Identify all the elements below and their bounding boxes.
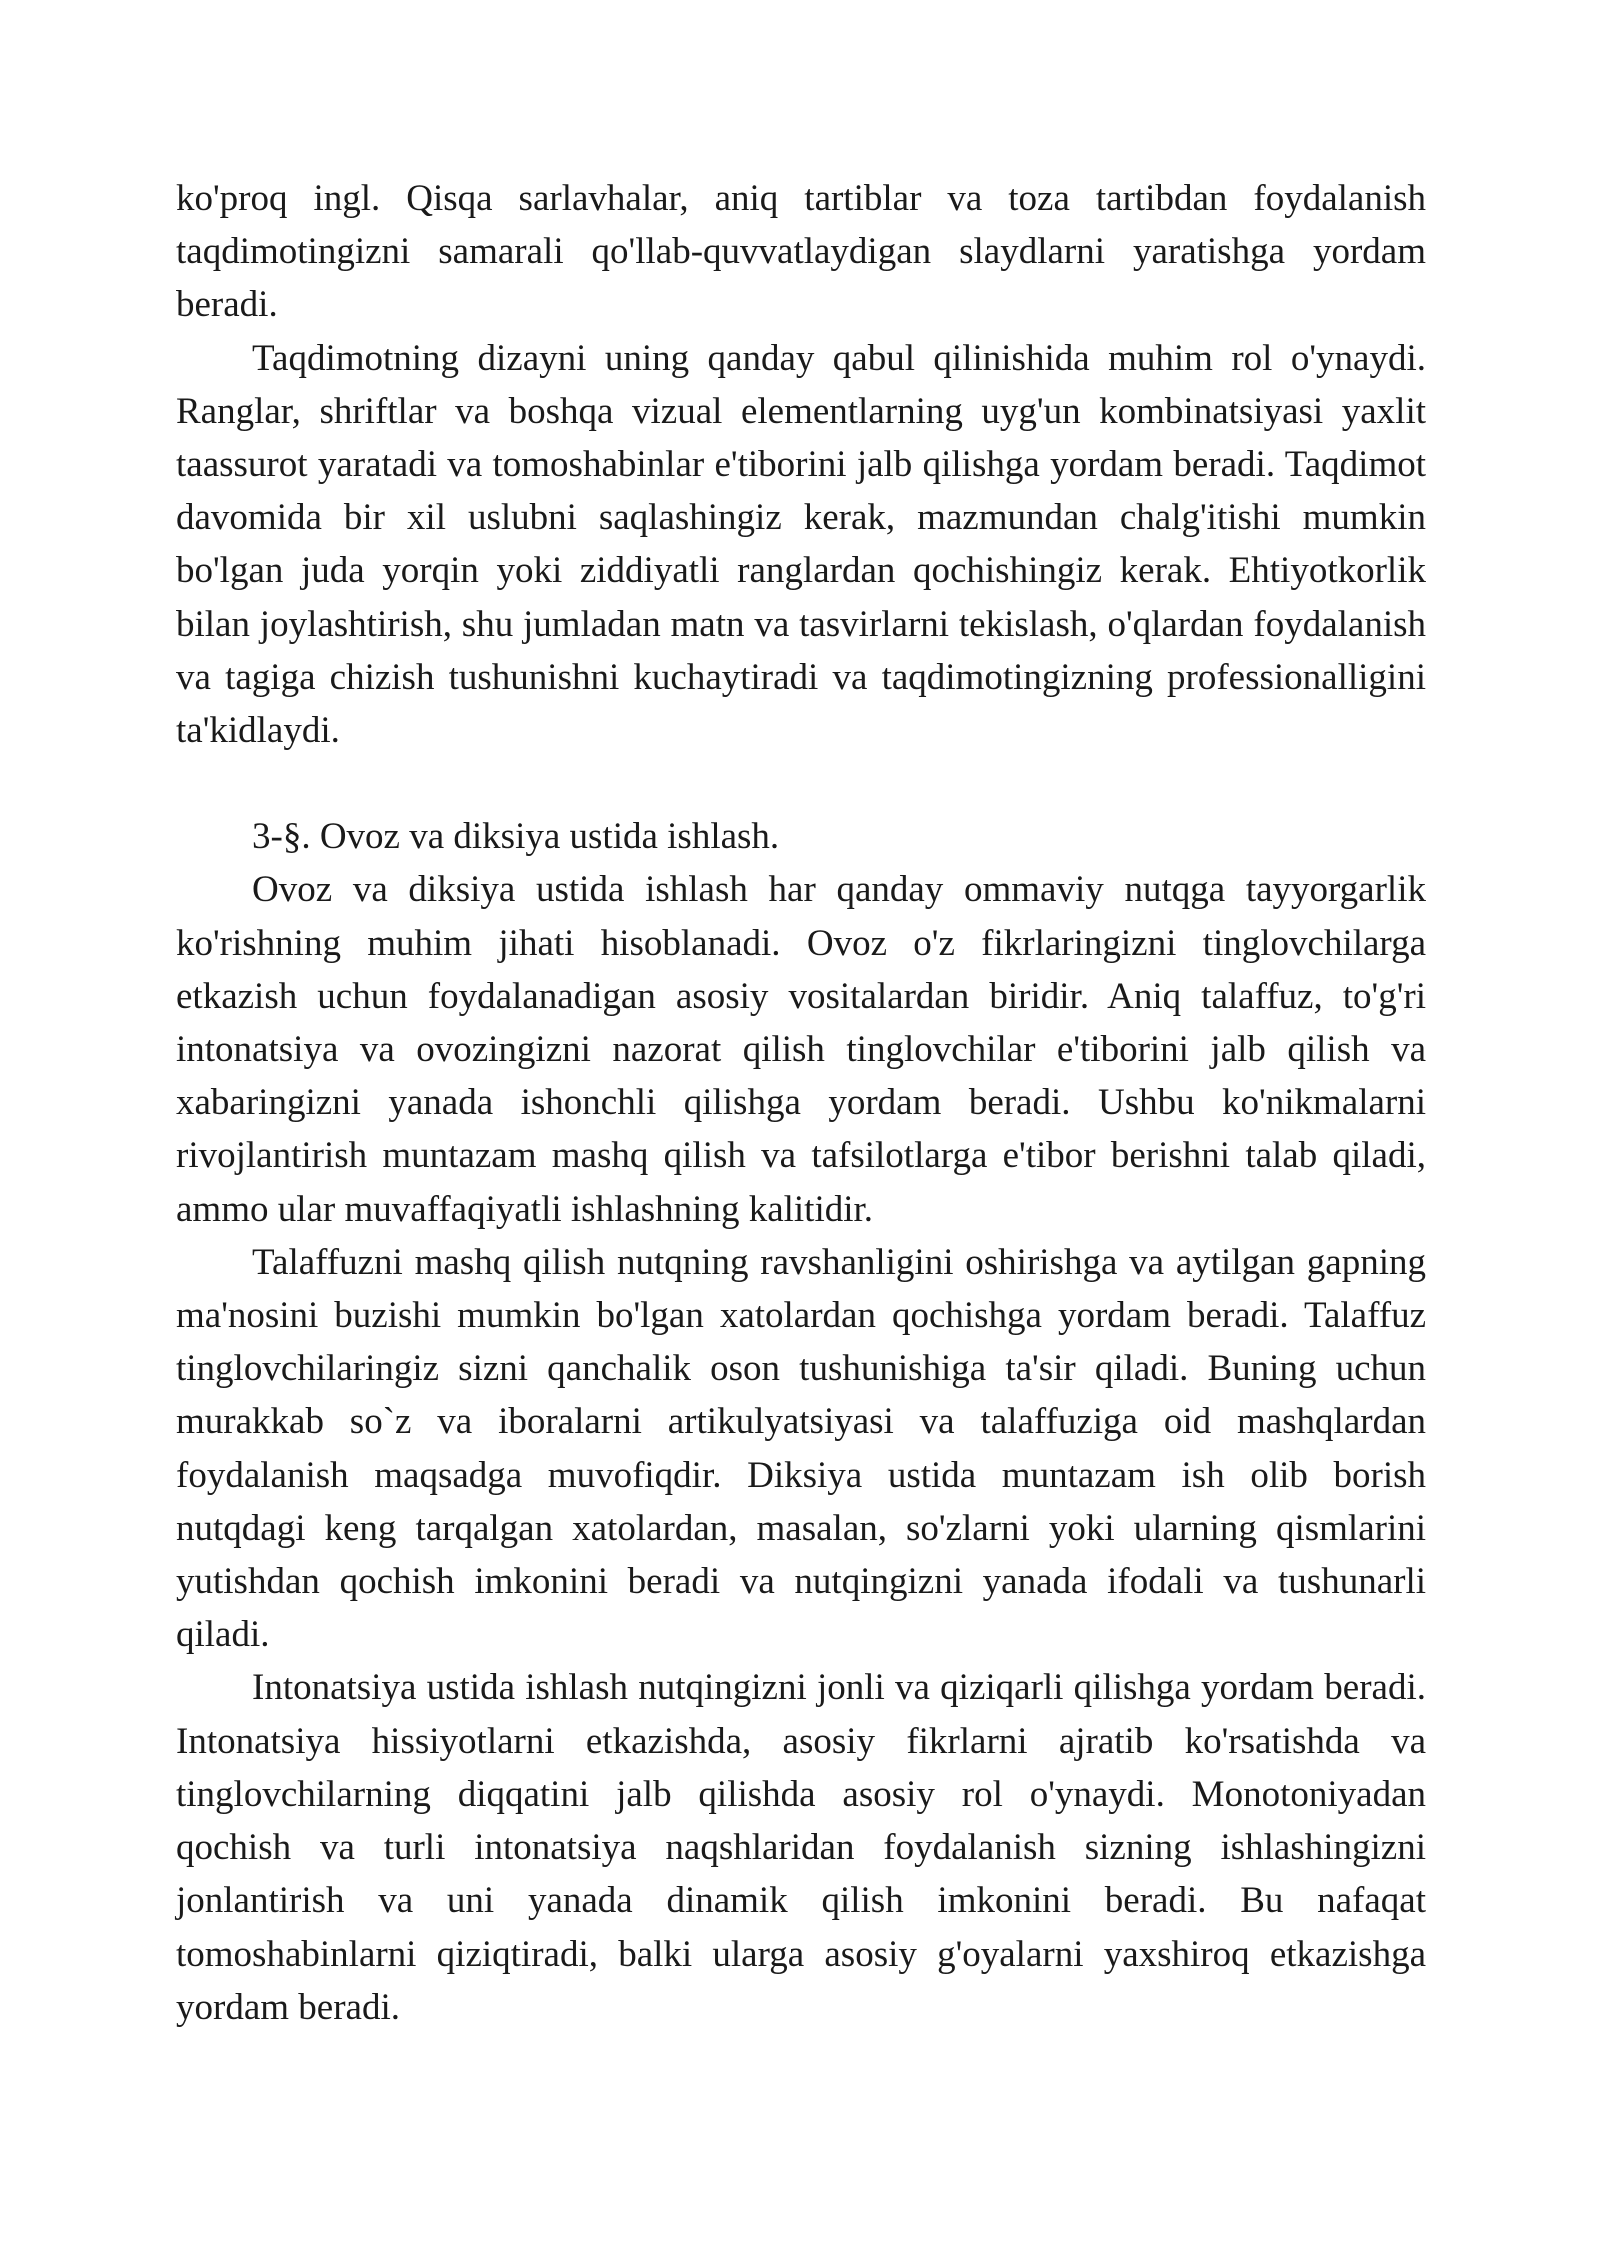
paragraph-design: Taqdimotning dizayni uning qanday qabul qilinishida muhim rol o'ynaydi. Ranglar, shriftlar va boshqa vizual elementlarning uyg'un kombinatsiyasi yaxlit taassurot yaratadi va tomoshabinlar e'tiborini jalb qilishga yordam beradi. Taqdimot davomida bir xil uslubni saqlashingiz kerak, mazmundan chalg'itishi mumkin bo'lgan juda yorqin yoki ziddiyatli ranglardan qochishingiz kerak. Ehtiyotkorlik bilan joylashtirish, shu jumladan matn va tasvirlarni tekislash, o'qlardan foydalanish va tagiga chizish tushunishni kuchaytiradi va taqdimotingizning professionalligini ta'kidlaydi. [176,337,1426,752]
section-heading: 3-§. Ovoz va diksiya ustida ishlash. [252,816,780,858]
paragraph-pronunciation: Talaffuzni mashq qilish nutqning ravshanligini oshirishga va aytilgan gapning ma'nosini buzishi mumkin bo'lgan xatolardan qochishga yordam beradi. Talaffuz tinglovchilaringiz sizni qanchalik oson tushunishiga ta'sir qiladi. Buning uchun murakkab so`z va iboralarni artikulyatsiyasi va talaffuziga oid mashqlardan foydalanish maqsadga muvofiqdir. Diksiya ustida muntazam ish olib borish nutqdagi keng tarqalgan xatolardan, masalan, so'zlarni yoki ularning qismlarini yutishdan qochish imkonini beradi va nutqingizni yanada ifodali va tushunarli qiladi. [176,1241,1426,1656]
paragraph-continuation: ko'proq ingl. Qisqa sarlavhalar, aniq tartiblar va toza tartibdan foydalanish taqdimotingizni samarali qo'llab-quvvatlaydigan slaydlarni yaratishga yordam beradi. [176,178,1426,326]
paragraph-intonation: Intonatsiya ustida ishlash nutqingizni jonli va qiziqarli qilishga yordam beradi. Intonatsiya hissiyotlarni etkazishda, asosiy fikrlarni ajratib ko'rsatishda va tinglovchilarning diqqatini jalb qilishda asosiy rol o'ynaydi. Monotoniyadan qochish va turli intonatsiya naqshlaridan foydalanish sizning ishlashingizni jonlantirish va uni yanada dinamik qilish imkonini beradi. Bu nafaqat tomoshabinlarni qiziqtiradi, balki ularga asosiy g'oyalarni yaxshiroq etkazishga yordam beradi. [176,1667,1426,2028]
paragraph-voice-diction: Ovoz va diksiya ustida ishlash har qanday ommaviy nutqga tayyorgarlik ko'rishning muhim jihati hisoblanadi. Ovoz o'z fikrlaringizni tinglovchilarga etkazish uchun foydalanadigan asosiy vositalardan biridir. Aniq talaffuz, to'g'ri intonatsiya va ovozingizni nazorat qilish tinglovchilar e'tiborini jalb qilish va xabaringizni yanada ishonchli qilishga yordam beradi. Ushbu ko'nikmalarni rivojlantirish muntazam mashq qilish va tafsilotlarga e'tibor berishni talab qiladi, ammo ular muvaffaqiyatli ishlashning kalitidir. [176,869,1426,1230]
document-body [176,172,1426,2034]
